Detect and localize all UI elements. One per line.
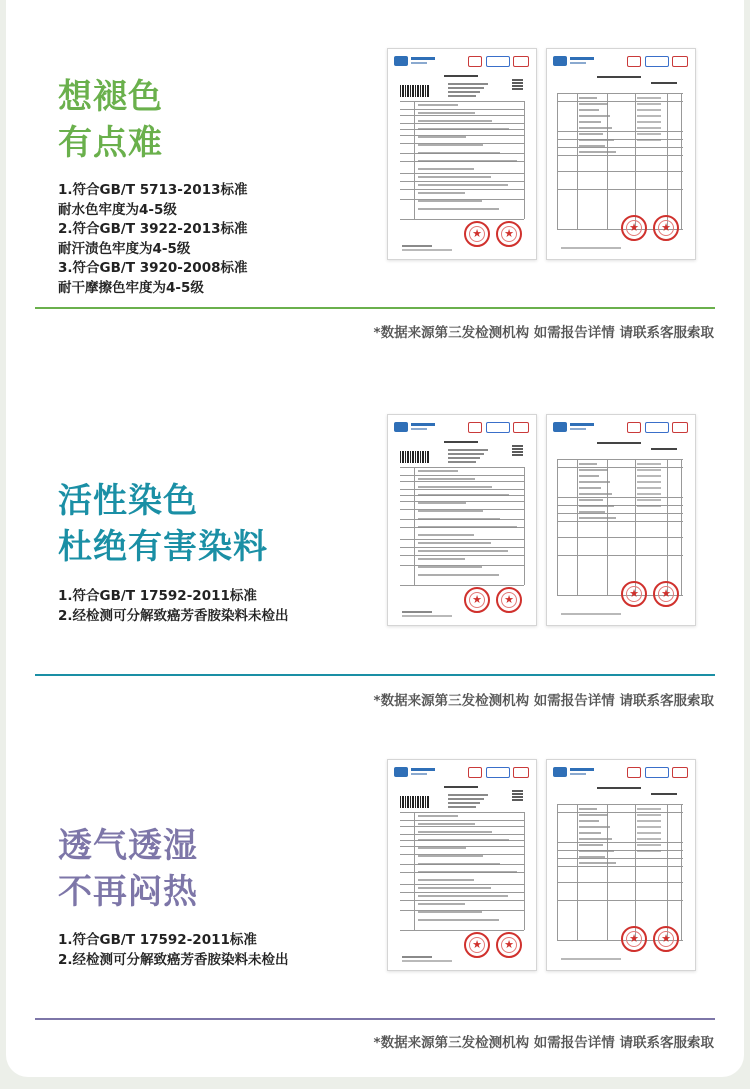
text-line: [418, 208, 499, 210]
footnote: *数据来源第三发检测机构 如需报告详情 请联系客服索取: [373, 693, 714, 709]
bullet-item: 耐干摩擦色牢度为4-5级: [58, 279, 204, 296]
red-seal-icon: [653, 926, 679, 952]
text-line: [597, 76, 641, 78]
text-line: [448, 95, 476, 97]
company-logo-icon: [394, 422, 408, 432]
text-line: [637, 481, 661, 483]
table-rule: [400, 826, 524, 827]
table-rule: [400, 820, 524, 821]
table-rule: [557, 812, 683, 813]
text-line: [418, 855, 483, 857]
table-rule: [400, 181, 524, 182]
text-line: [579, 481, 610, 483]
table-rule: [557, 505, 683, 506]
table-rule: [400, 123, 524, 124]
title-line: 不再闷热: [58, 872, 198, 912]
text-line: [579, 115, 610, 117]
text-line: [637, 838, 661, 840]
text-line: [637, 487, 661, 489]
text-line: [402, 249, 452, 251]
text-line: [418, 494, 509, 496]
certification-mark-icon: [468, 56, 482, 67]
table-rule: [557, 842, 683, 843]
certification-mark-icon: [672, 56, 688, 67]
table-rule: [400, 189, 524, 190]
logo-text: [411, 773, 427, 775]
text-line: [637, 493, 661, 495]
table-rule: [400, 101, 524, 102]
test-report-image: [387, 48, 537, 260]
table-rule: [667, 93, 668, 229]
table-rule: [400, 219, 524, 220]
table-rule: [557, 189, 683, 190]
text-line: [448, 798, 484, 800]
title-line: 杜绝有害染料: [58, 527, 268, 567]
logo-text: [570, 62, 586, 64]
text-line: [448, 83, 488, 85]
table-rule: [414, 467, 415, 585]
text-line: [579, 469, 608, 471]
table-rule: [400, 475, 524, 476]
table-rule: [557, 497, 683, 498]
table-rule: [635, 804, 636, 940]
test-report-image: [387, 759, 537, 971]
text-line: [579, 499, 603, 501]
text-line: [448, 91, 480, 93]
table-rule: [577, 93, 578, 229]
table-rule: [577, 804, 578, 940]
certification-mark-icon: [468, 767, 482, 778]
text-line: [402, 611, 432, 613]
logo-text: [411, 62, 427, 64]
text-line: [444, 75, 478, 77]
certification-marks: [468, 422, 530, 432]
text-line: [418, 136, 466, 138]
text-line: [418, 144, 483, 146]
certification-mark-icon: [627, 56, 641, 67]
table-rule: [400, 884, 524, 885]
report-header: [553, 55, 689, 69]
table-rule: [607, 93, 608, 229]
report-header: [553, 766, 689, 780]
title-line: 有点难: [58, 123, 163, 163]
test-report-image: [546, 759, 696, 971]
text-line: [418, 839, 509, 841]
table-rule: [557, 521, 683, 522]
report-header: [394, 766, 530, 780]
red-seal-icon: [496, 221, 522, 247]
text-line: [418, 558, 465, 560]
text-line: [579, 121, 601, 123]
text-line: [579, 103, 608, 105]
table-rule: [400, 834, 524, 835]
section-title: [58, 478, 268, 570]
text-line: [637, 832, 661, 834]
text-line: [561, 958, 621, 960]
text-line: [637, 844, 661, 846]
logo-text: [570, 768, 594, 771]
text-line: [579, 463, 597, 465]
text-line: [597, 442, 641, 444]
table-rule: [400, 812, 524, 813]
text-line: [444, 786, 478, 788]
text-line: [448, 461, 476, 463]
footnote: *数据来源第三发检测机构 如需报告详情 请联系客服索取: [373, 325, 714, 341]
text-line: [579, 145, 605, 147]
bullet-item: 耐汗渍色牢度为4-5级: [58, 240, 191, 257]
text-line: [579, 487, 601, 489]
logo-text: [570, 57, 594, 60]
text-line: [418, 518, 500, 520]
text-line: [651, 82, 677, 84]
certification-marks: [627, 56, 689, 66]
red-seal-icon: [621, 215, 647, 241]
text-line: [418, 871, 517, 873]
text-line: [448, 806, 476, 808]
text-line: [579, 133, 603, 135]
barcode: [400, 451, 430, 463]
text-line: [418, 502, 466, 504]
table-rule: [557, 866, 683, 867]
qr-code-icon: [512, 790, 523, 801]
certification-mark-icon: [513, 56, 529, 67]
divider: [35, 1018, 715, 1020]
table-rule: [414, 812, 415, 930]
text-line: [402, 245, 432, 247]
text-line: [579, 511, 605, 513]
certification-mark-icon: [672, 767, 688, 778]
bullet-item: 2.符合GB/T 3922-2013标准: [58, 221, 248, 237]
table-rule: [681, 804, 682, 940]
certification-marks: [627, 767, 689, 777]
red-seal-icon: [496, 932, 522, 958]
text-line: [418, 919, 499, 921]
text-line: [637, 103, 661, 105]
bullet-item: 1.符合GB/T 17592-2011标准: [58, 588, 257, 604]
bullet-list: [58, 587, 289, 626]
footnote: *数据来源第三发检测机构 如需报告详情 请联系客服索取: [373, 1035, 714, 1051]
report-header: [553, 421, 689, 435]
text-line: [579, 808, 597, 810]
table-rule: [400, 930, 524, 931]
table-rule: [557, 900, 683, 901]
text-line: [637, 469, 661, 471]
text-line: [637, 808, 661, 810]
text-line: [418, 815, 458, 817]
table-rule: [400, 892, 524, 893]
table-rule: [607, 804, 608, 940]
table-rule: [635, 459, 636, 595]
red-seal-icon: [464, 932, 490, 958]
certification-mark-icon: [645, 56, 669, 67]
table-rule: [400, 900, 524, 901]
table-rule: [607, 459, 608, 595]
table-rule: [577, 459, 578, 595]
text-line: [637, 505, 661, 507]
text-line: [637, 115, 661, 117]
text-line: [448, 87, 484, 89]
divider: [35, 674, 715, 676]
report-header: [394, 55, 530, 69]
text-line: [637, 499, 661, 501]
table-rule: [400, 173, 524, 174]
table-rule: [524, 812, 525, 930]
text-line: [637, 121, 661, 123]
text-line: [637, 133, 661, 135]
table-rule: [400, 489, 524, 490]
text-line: [637, 814, 661, 816]
table-rule: [400, 109, 524, 110]
text-line: [418, 847, 466, 849]
text-line: [418, 510, 483, 512]
certification-marks: [468, 56, 530, 66]
text-line: [637, 826, 661, 828]
bullet-item: 2.经检测可分解致癌芳香胺染料未检出: [58, 607, 289, 624]
table-rule: [557, 804, 558, 940]
text-line: [579, 862, 616, 864]
text-line: [579, 505, 614, 507]
text-line: [579, 832, 601, 834]
certification-mark-icon: [672, 422, 688, 433]
table-rule: [557, 171, 683, 172]
text-line: [637, 475, 661, 477]
table-rule: [400, 467, 524, 468]
text-line: [651, 448, 677, 450]
text-line: [637, 850, 661, 852]
text-line: [579, 844, 603, 846]
company-logo-icon: [553, 422, 567, 432]
table-rule: [400, 539, 524, 540]
text-line: [597, 787, 641, 789]
text-line: [418, 566, 482, 568]
table-rule: [667, 459, 668, 595]
text-line: [418, 831, 492, 833]
red-seal-icon: [621, 926, 647, 952]
text-line: [418, 879, 474, 881]
red-seal-icon: [464, 221, 490, 247]
logo-text: [411, 423, 435, 426]
company-logo-icon: [394, 56, 408, 66]
section-title: [58, 74, 163, 166]
text-line: [637, 139, 661, 141]
table-rule: [557, 93, 558, 229]
text-line: [418, 160, 517, 162]
certification-mark-icon: [486, 422, 510, 433]
content-card: [6, 0, 744, 1077]
bullet-item: 耐水色牢度为4-5级: [58, 201, 177, 218]
logo-text: [570, 773, 586, 775]
barcode: [400, 85, 430, 97]
table-rule: [414, 101, 415, 219]
text-line: [637, 463, 661, 465]
text-line: [418, 526, 517, 528]
test-report-image: [387, 414, 537, 626]
text-line: [418, 112, 475, 114]
certification-marks: [468, 767, 530, 777]
table-rule: [557, 858, 683, 859]
table-rule: [524, 101, 525, 219]
table-rule: [681, 459, 682, 595]
red-seal-icon: [464, 587, 490, 613]
text-line: [579, 814, 608, 816]
bullet-item: 1.符合GB/T 5713-2013标准: [58, 182, 248, 198]
text-line: [579, 109, 599, 111]
text-line: [579, 826, 610, 828]
table-rule: [557, 155, 683, 156]
text-line: [448, 802, 480, 804]
text-line: [418, 887, 491, 889]
text-line: [579, 97, 597, 99]
text-line: [418, 911, 482, 913]
text-line: [418, 168, 474, 170]
logo-text: [570, 423, 594, 426]
text-line: [418, 470, 458, 472]
text-line: [418, 120, 492, 122]
title-line: 透气透湿: [58, 826, 198, 866]
logo-text: [411, 768, 435, 771]
text-line: [418, 574, 499, 576]
test-report-image: [546, 48, 696, 260]
text-line: [402, 960, 452, 962]
certification-mark-icon: [486, 56, 510, 67]
text-line: [637, 109, 661, 111]
text-line: [402, 615, 452, 617]
certification-mark-icon: [486, 767, 510, 778]
section-title: [58, 823, 198, 915]
company-logo-icon: [394, 767, 408, 777]
text-line: [418, 534, 474, 536]
red-seal-icon: [653, 581, 679, 607]
text-line: [448, 453, 484, 455]
certification-mark-icon: [468, 422, 482, 433]
text-line: [418, 176, 491, 178]
text-line: [418, 128, 509, 130]
text-line: [579, 850, 614, 852]
text-line: [418, 104, 458, 106]
certification-mark-icon: [645, 422, 669, 433]
table-rule: [557, 459, 558, 595]
table-rule: [557, 513, 683, 514]
bullet-item: 2.经检测可分解致癌芳香胺染料未检出: [58, 951, 289, 968]
logo-text: [411, 57, 435, 60]
text-line: [637, 127, 661, 129]
text-line: [418, 200, 482, 202]
table-rule: [557, 93, 683, 94]
certification-marks: [627, 422, 689, 432]
logo-text: [570, 428, 586, 430]
table-rule: [557, 147, 683, 148]
red-seal-icon: [621, 581, 647, 607]
text-line: [579, 151, 616, 153]
table-rule: [635, 93, 636, 229]
text-line: [579, 838, 612, 840]
bullet-list: [58, 931, 289, 970]
table-rule: [557, 804, 683, 805]
divider: [35, 307, 715, 309]
table-rule: [557, 131, 683, 132]
text-line: [448, 457, 480, 459]
text-line: [637, 97, 661, 99]
text-line: [418, 823, 475, 825]
text-line: [418, 192, 465, 194]
text-line: [579, 127, 612, 129]
table-rule: [400, 555, 524, 556]
text-line: [418, 895, 508, 897]
text-line: [579, 820, 599, 822]
certification-mark-icon: [627, 422, 641, 433]
report-header: [394, 421, 530, 435]
text-line: [579, 139, 614, 141]
text-line: [561, 247, 621, 249]
bullet-item: 1.符合GB/T 17592-2011标准: [58, 932, 257, 948]
text-line: [448, 449, 488, 451]
bullet-list: [58, 181, 247, 298]
table-rule: [400, 547, 524, 548]
text-line: [418, 542, 491, 544]
title-line: 想褪色: [58, 77, 163, 117]
text-line: [561, 613, 621, 615]
text-line: [651, 793, 677, 795]
table-rule: [557, 459, 683, 460]
table-rule: [400, 585, 524, 586]
text-line: [579, 493, 612, 495]
title-line: 活性染色: [58, 481, 198, 521]
text-line: [418, 903, 465, 905]
company-logo-icon: [553, 56, 567, 66]
certification-mark-icon: [513, 767, 529, 778]
text-line: [418, 863, 500, 865]
text-line: [579, 856, 605, 858]
table-rule: [557, 101, 683, 102]
qr-code-icon: [512, 79, 523, 90]
table-rule: [400, 481, 524, 482]
certification-mark-icon: [645, 767, 669, 778]
logo-text: [411, 428, 427, 430]
table-rule: [557, 850, 683, 851]
certification-mark-icon: [513, 422, 529, 433]
text-line: [418, 550, 508, 552]
table-rule: [400, 115, 524, 116]
bullet-item: 3.符合GB/T 3920-2008标准: [58, 260, 248, 276]
test-report-image: [546, 414, 696, 626]
red-seal-icon: [653, 215, 679, 241]
table-rule: [557, 537, 683, 538]
text-line: [418, 478, 475, 480]
text-line: [579, 517, 616, 519]
text-line: [418, 184, 508, 186]
text-line: [448, 794, 488, 796]
text-line: [444, 441, 478, 443]
table-rule: [557, 467, 683, 468]
table-rule: [667, 804, 668, 940]
text-line: [637, 820, 661, 822]
barcode: [400, 796, 430, 808]
table-rule: [557, 139, 683, 140]
text-line: [418, 486, 492, 488]
qr-code-icon: [512, 445, 523, 456]
text-line: [418, 152, 500, 154]
text-line: [402, 956, 432, 958]
table-rule: [681, 93, 682, 229]
table-rule: [524, 467, 525, 585]
red-seal-icon: [496, 587, 522, 613]
table-rule: [557, 555, 683, 556]
certification-mark-icon: [627, 767, 641, 778]
company-logo-icon: [553, 767, 567, 777]
text-line: [579, 475, 599, 477]
table-rule: [557, 882, 683, 883]
